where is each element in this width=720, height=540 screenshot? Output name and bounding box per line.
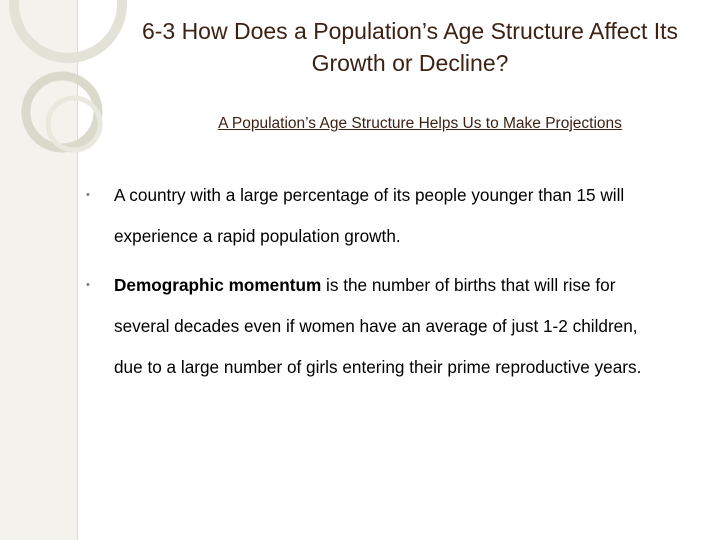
- bullet-item: [86, 265, 668, 388]
- decorative-ring-medium: [26, 76, 98, 148]
- bullet-text: is the number of births that will rise for several decades even if women have an average of just 1-2 children, due to a large number of girls entering their prime reproductive years.: [114, 275, 642, 377]
- bullet-item: [86, 175, 668, 257]
- bullet-icon: •: [86, 279, 90, 291]
- slide-title: 6-3 How Does a Population’s Age Structure Affect Its Growth or Decline?: [141, 18, 679, 76]
- bullet-icon: •: [86, 189, 90, 201]
- decorative-ring-large: [14, 0, 122, 58]
- bullet-bold-term: Demographic momentum: [114, 275, 322, 295]
- bullet-list: [86, 175, 668, 388]
- bullet-text: A country with a large percentage of its people younger than 15 will experience a rapid population growth.: [114, 185, 625, 246]
- slide-subtitle: A Population’s Age Structure Helps Us to Make Projections: [218, 115, 622, 132]
